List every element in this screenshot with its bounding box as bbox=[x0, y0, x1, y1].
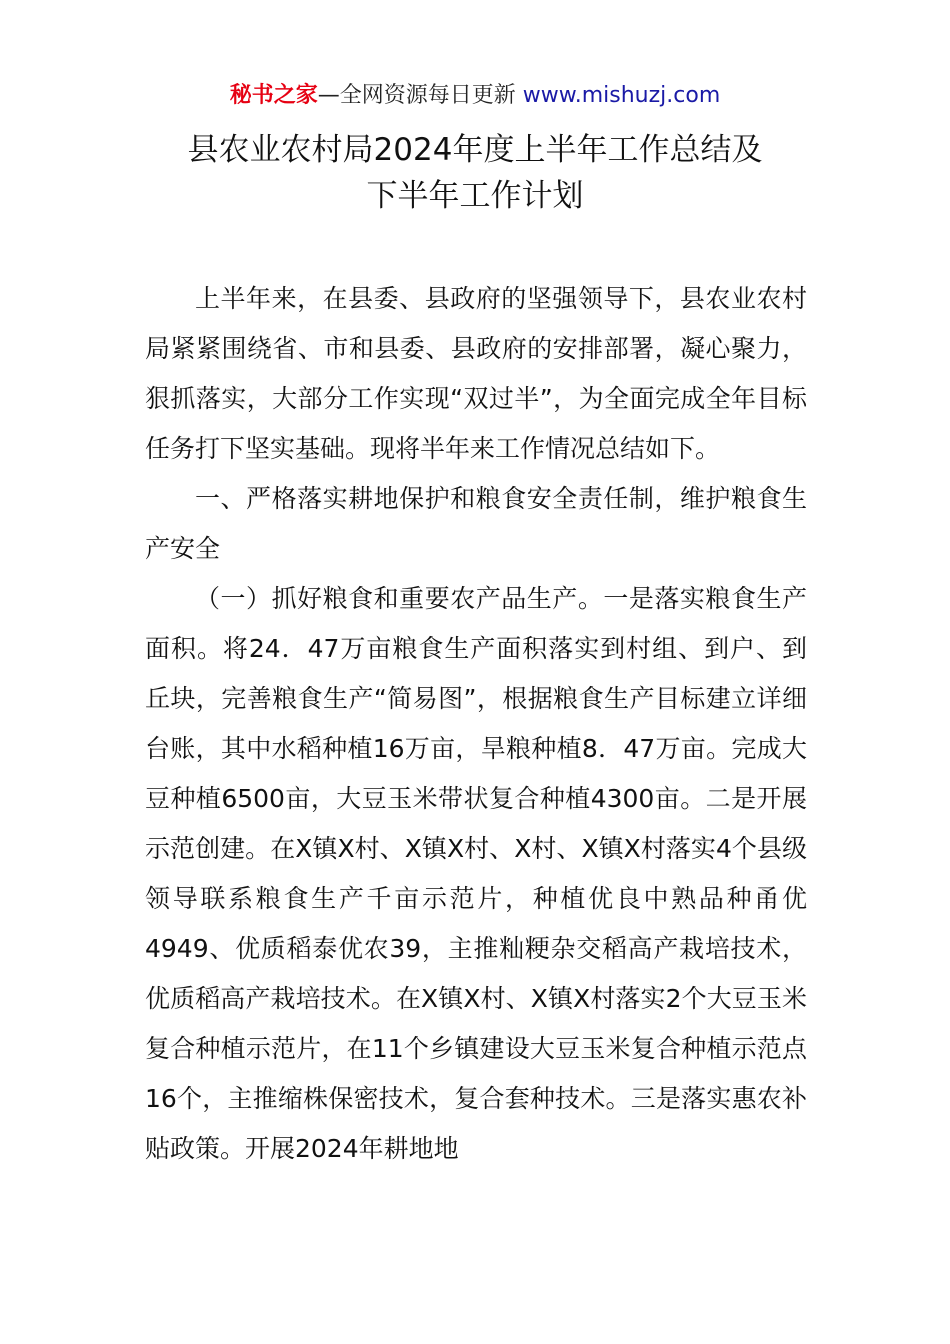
document-title-line-1: 县农业农村局2024年度上半年工作总结及 bbox=[187, 132, 763, 168]
intro-paragraph: 上半年来，在县委、县政府的坚强领导下，县农业农村局紧紧围绕省、市和县委、县政府的安排部署，凝心聚力，狠抓落实，大部分工作实现“双过半”，为全面完成全年目标任务打下坚实基础。现将半年来工作情况总结如下。 bbox=[145, 284, 807, 463]
site-url-link[interactable]: www.mishuzj.com bbox=[522, 83, 721, 108]
subsection-paragraph-1: （一）抓好粮食和重要农产品生产。一是落实粮食生产面积。将24．47万亩粮食生产面积落实到村组、到户、到丘块，完善粮食生产“简易图”，根据粮食生产目标建立详细台账，其中水稻种植16万亩，旱粮种植8．47万亩。完成大豆种植6500亩，大豆玉米带状复合种植4300亩。二是开展示范创建。在X镇X村、X镇X村、X村、X镇X村落实4个县级领导联系粮食生产千亩示范片，种植优良中熟品种甬优4949、优质稻泰优农39，主推籼粳杂交稻高产栽培技术，优质稻高产栽培技术。在X镇X村、X镇X村落实2个大豆玉米复合种植示范片，在11个乡镇建设大豆玉米复合种植示范点16个，主推缩株保密技术，复合套种技术。三是落实惠农补贴政策。开展2024年耕地地 bbox=[145, 584, 807, 1163]
document-title-line-2: 下半年工作计划 bbox=[366, 178, 584, 214]
site-tagline: —全网资源每日更新 bbox=[317, 83, 523, 108]
section-heading-1: 一、严格落实耕地保护和粮食安全责任制，维护粮食生产安全 bbox=[145, 484, 807, 563]
site-header bbox=[0, 80, 950, 112]
brand-name: 秘书之家 bbox=[229, 83, 318, 108]
document-body bbox=[145, 274, 807, 1174]
